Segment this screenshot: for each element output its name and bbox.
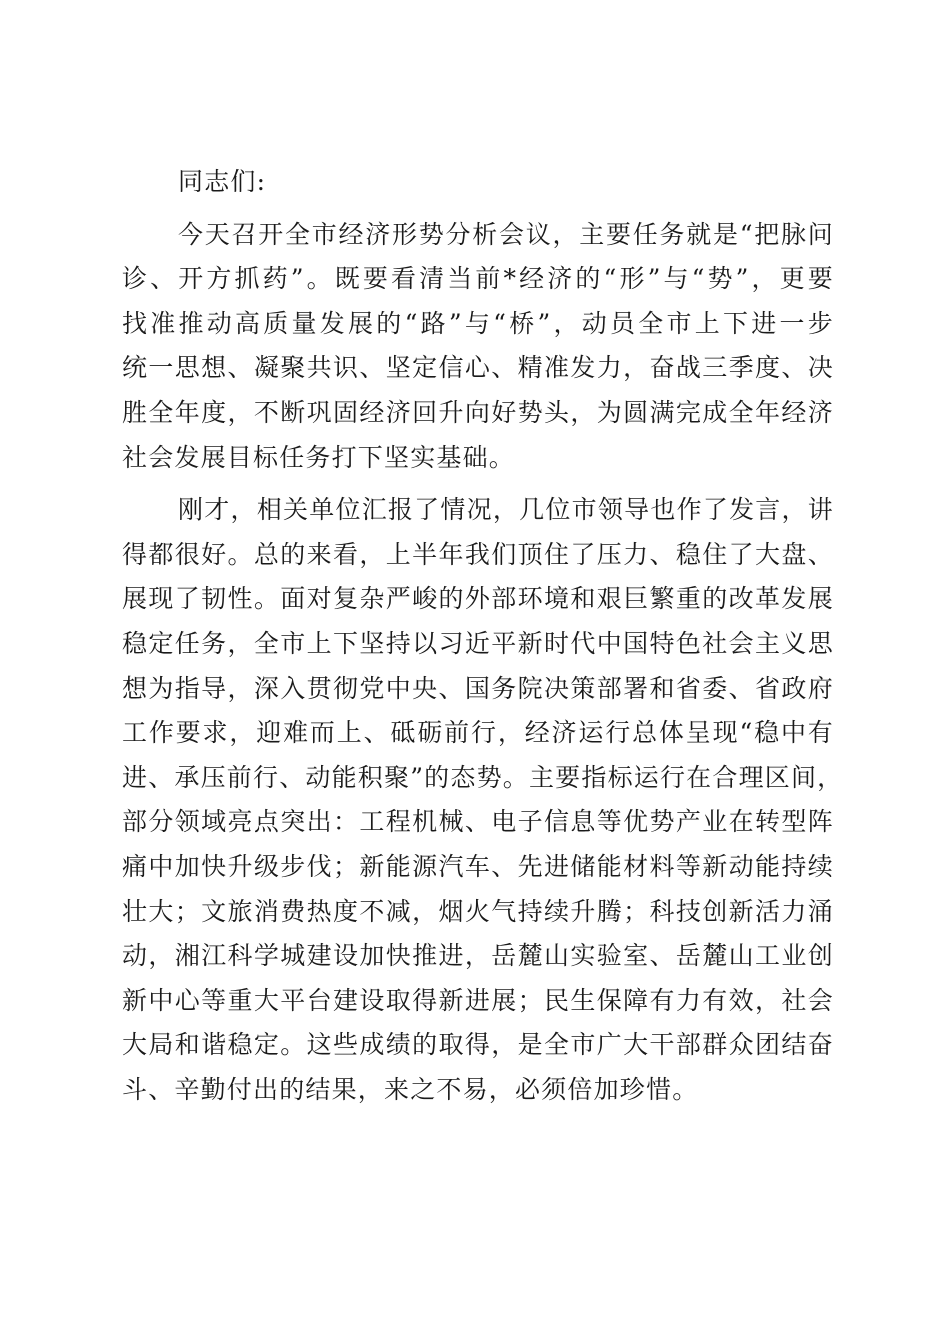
paragraph-line: 壮大；文旅消费热度不减，烟火气持续升腾；科技创新活力涌 [122,896,834,926]
salutation: 同志们: [178,167,267,196]
paragraph-line: 诊、开方抓药”。既要看清当前*经济的“形”与“势”，更要 [122,264,834,294]
speech-body [122,160,844,1120]
paragraph-line: 展现了韧性。面对复杂严峻的外部环境和艰巨繁重的改革发展 [122,584,834,614]
paragraph-line: 今天召开全市经济形势分析会议，主要任务就是“把脉问 [178,219,834,249]
paragraph-line: 大局和谐稳定。这些成绩的取得，是全市广大干部群众团结奋 [122,1030,834,1060]
paragraph-line: 部分领域亮点突出：工程机械、电子信息等优势产业在转型阵 [122,807,834,837]
paragraph-line: 社会发展目标任务打下坚实基础。 [122,442,516,472]
paragraph-opening [122,213,834,481]
paragraph-line: 刚才，相关单位汇报了情况，几位市领导也作了发言，讲 [178,495,834,525]
paragraph-review [122,488,844,1112]
paragraph-line: 工作要求，迎难而上、砥砺前行，经济运行总体呈现“稳中有 [122,718,834,748]
paragraph-line: 找准推动高质量发展的“路”与“桥”，动员全市上下进一步 [122,308,834,338]
paragraph-line: 胜全年度，不断巩固经济回升向好势头，为圆满完成全年经济 [122,397,834,427]
paragraph-line: 进、承压前行、动能积聚”的态势。主要指标运行在合理区间， [122,762,844,792]
paragraph-line: 统一思想、凝聚共识、坚定信心、精准发力，奋战三季度、决 [122,353,834,383]
paragraph-line: 动，湘江科学城建设加快推进，岳麓山实验室、岳麓山工业创 [122,941,834,971]
paragraph-line: 痛中加快升级步伐；新能源汽车、先进储能材料等新动能持续 [122,851,834,881]
paragraph-line: 稳定任务，全市上下坚持以习近平新时代中国特色社会主义思 [122,628,834,658]
paragraph-line: 新中心等重大平台建设取得新进展；民生保障有力有效，社会 [122,985,834,1015]
paragraph-line: 斗、辛勤付出的结果，来之不易，必须倍加珍惜。 [122,1074,699,1104]
paragraph-line: 想为指导，深入贯彻党中央、国务院决策部署和省委、省政府 [122,673,834,703]
paragraph-line: 得都很好。总的来看，上半年我们顶住了压力、稳住了大盘、 [122,539,834,569]
